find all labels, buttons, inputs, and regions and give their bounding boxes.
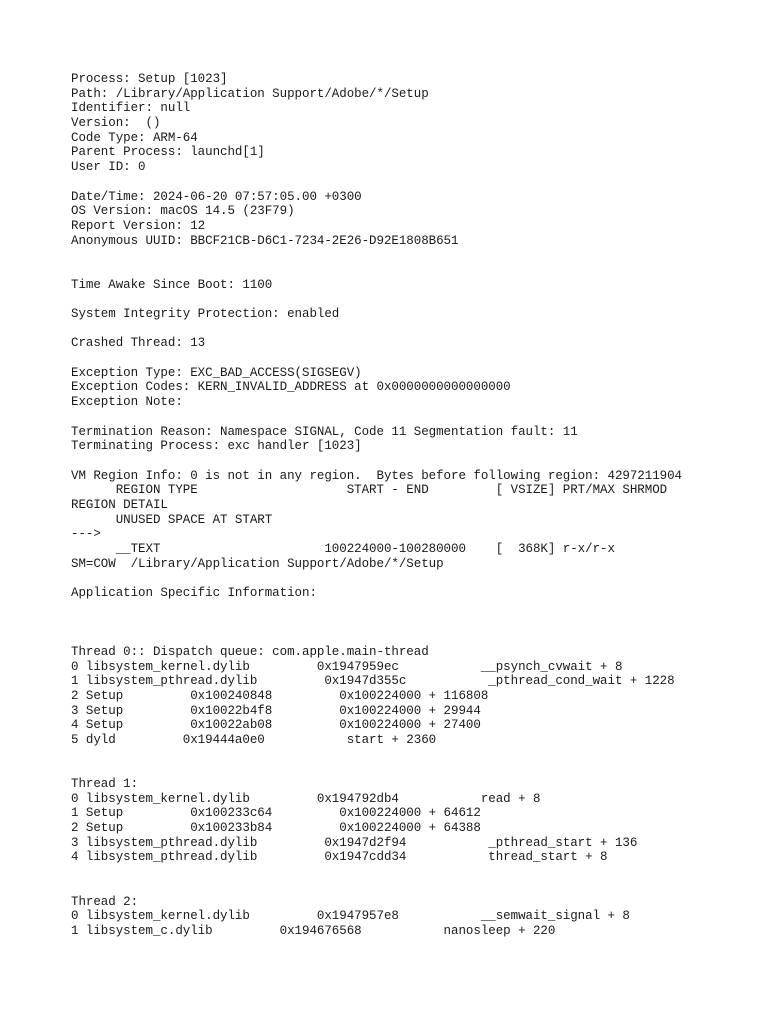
- report-line: [71, 175, 751, 190]
- report-line: Exception Codes: KERN_INVALID_ADDRESS at 0x0000000000000000: [71, 380, 511, 395]
- report-line: 3 libsystem_pthread.dylib 0x1947d2f94 _pthread_start + 136: [71, 835, 638, 850]
- report-line: 3 Setup 0x10022b4f8 0x100224000 + 29944: [71, 703, 481, 718]
- report-line: [71, 322, 751, 337]
- report-line: Termination Reason: Namespace SIGNAL, Code 11 Segmentation fault: 11: [71, 424, 578, 439]
- report-line: [71, 630, 751, 645]
- report-line: User ID: 0: [71, 160, 146, 175]
- report-line: Code Type: ARM-64: [71, 130, 198, 145]
- report-line: 2 Setup 0x100240848 0x100224000 + 116808: [71, 688, 489, 703]
- report-line: 0 libsystem_kernel.dylib 0x1947957e8 __semwait_signal + 8: [71, 909, 630, 924]
- report-line: Exception Note:: [71, 395, 183, 410]
- report-line: Identifier: null: [71, 101, 191, 116]
- report-line: [71, 880, 751, 895]
- report-line: [71, 410, 751, 425]
- report-line: 0 libsystem_kernel.dylib 0x194792db4 read + 8: [71, 791, 541, 806]
- report-line: 0 libsystem_kernel.dylib 0x1947959ec __psynch_cvwait + 8: [71, 659, 623, 674]
- report-line: 4 libsystem_pthread.dylib 0x1947cdd34 thread_start + 8: [71, 850, 608, 865]
- report-line: [71, 571, 751, 586]
- report-line: VM Region Info: 0 is not in any region. Bytes before following region: 4297211904: [71, 468, 683, 483]
- report-line: Terminating Process: exc handler [1023]: [71, 439, 362, 454]
- report-line: Thread 0:: Dispatch queue: com.apple.main-thread: [71, 644, 429, 659]
- report-line: __TEXT 100224000-100280000 [ 368K] r-x/r-x: [71, 542, 615, 556]
- report-line: [71, 351, 751, 366]
- report-line: Process: Setup [1023]: [71, 72, 228, 86]
- report-line: [71, 762, 751, 777]
- report-line: [71, 454, 751, 469]
- report-line: [71, 615, 751, 630]
- report-line: 1 libsystem_c.dylib 0x194676568 nanosleep + 220: [71, 923, 556, 938]
- report-line: Application Specific Information:: [71, 586, 317, 601]
- report-line: System Integrity Protection: enabled: [71, 307, 340, 321]
- report-line: REGION TYPE START - END [ VSIZE] PRT/MAX SHRMOD: [71, 483, 668, 498]
- report-line: REGION DETAIL: [71, 497, 168, 512]
- report-line: Path: /Library/Application Support/Adobe/*/Setup: [71, 86, 429, 101]
- report-line: Thread 2:: [71, 894, 139, 909]
- crash-report-text: [71, 72, 751, 939]
- report-line: Anonymous UUID: BBCF21CB-D6C1-7234-2E26-D92E1808B651: [71, 233, 459, 248]
- report-line: Exception Type: EXC_BAD_ACCESS(SIGSEGV): [71, 365, 362, 380]
- report-line: 2 Setup 0x100233b84 0x100224000 + 64388: [71, 821, 481, 836]
- report-line: Version: (): [71, 116, 161, 131]
- report-line: 5 dyld 0x19444a0e0 start + 2360: [71, 732, 437, 747]
- report-line: Crashed Thread: 13: [71, 336, 206, 351]
- report-line: [71, 865, 751, 880]
- report-line: 4 Setup 0x10022ab08 0x100224000 + 27400: [71, 718, 481, 733]
- report-line: Time Awake Since Boot: 1100: [71, 277, 273, 292]
- report-line: UNUSED SPACE AT START: [71, 512, 273, 527]
- report-line: Parent Process: launchd[1]: [71, 145, 265, 160]
- report-line: [71, 601, 751, 616]
- report-line: Thread 1:: [71, 777, 139, 791]
- report-line: Date/Time: 2024-06-20 07:57:05.00 +0300: [71, 189, 362, 204]
- report-line: SM=COW /Library/Application Support/Adobe/*/Setup: [71, 556, 444, 571]
- report-line: 1 libsystem_pthread.dylib 0x1947d355c _pthread_cond_wait + 1228: [71, 674, 675, 689]
- report-line: Report Version: 12: [71, 218, 206, 233]
- report-line: OS Version: macOS 14.5 (23F79): [71, 204, 295, 219]
- report-line: [71, 748, 751, 763]
- report-line: --->: [71, 527, 101, 542]
- report-line: 1 Setup 0x100233c64 0x100224000 + 64612: [71, 806, 481, 821]
- report-line: [71, 248, 751, 263]
- report-line: [71, 292, 751, 307]
- report-line: [71, 263, 751, 278]
